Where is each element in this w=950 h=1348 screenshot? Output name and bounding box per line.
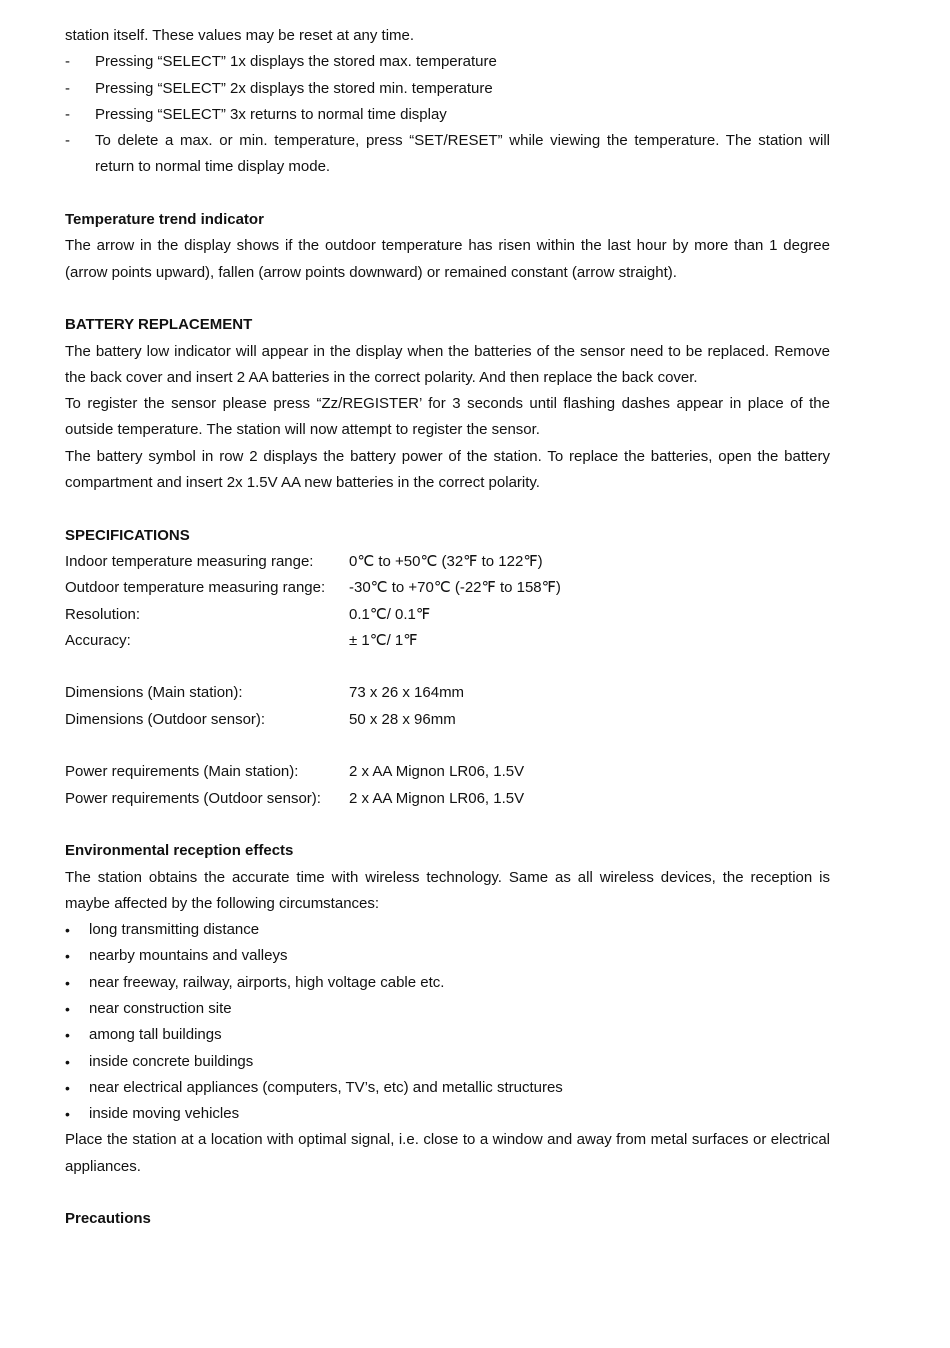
list-item: - Pressing “SELECT” 1x displays the stored max. temperature — [65, 49, 830, 75]
trend-heading: Temperature trend indicator — [65, 211, 264, 229]
list-item: • near freeway, railway, airports, high voltage cable etc. — [65, 970, 830, 996]
dash-mark: - — [65, 105, 70, 123]
manual-page — [65, 23, 830, 1233]
bullet-icon: • — [65, 1053, 70, 1070]
list-item: • near electrical appliances (computers, TV’s, etc) and metallic structures — [65, 1075, 830, 1101]
bullet-icon: • — [65, 1106, 70, 1123]
environment-intro: The station obtains the accurate time with wireless technology. Same as all wireless devices, the reception is maybe affected by the following circumstances: — [65, 868, 830, 912]
bullet-icon: • — [65, 1079, 70, 1096]
list-item: • inside moving vehicles — [65, 1101, 830, 1127]
list-item: • nearby mountains and valleys — [65, 943, 830, 969]
list-item: • among tall buildings — [65, 1022, 830, 1048]
spec-row: Indoor temperature measuring range: 0℃ to +50℃ (32℉ to 122℉) — [65, 552, 543, 570]
dash-mark: - — [65, 79, 70, 97]
bullet-icon: • — [65, 1027, 70, 1044]
battery-paragraph: The battery low indicator will appear in the display when the batteries of the sensor need to be replaced. Remove the back cover and insert 2 AA batteries in the correct polarity. And then replace the back cover. — [65, 342, 830, 386]
precautions-heading: Precautions — [65, 1210, 151, 1228]
select-instructions-list — [65, 49, 830, 180]
reception-effects-list — [65, 917, 830, 1127]
spec-row: Outdoor temperature measuring range: -30℃ to +70℃ (-22℉ to 158℉) — [65, 579, 561, 597]
spec-row: Dimensions (Outdoor sensor): 50 x 28 x 96mm — [65, 710, 456, 728]
battery-paragraph: The battery symbol in row 2 displays the battery power of the station. To replace the batteries, open the battery compartment and insert 2x 1.5V AA new batteries in the correct polarity. — [65, 447, 830, 492]
dash-mark: - — [65, 53, 70, 71]
battery-heading: BATTERY REPLACEMENT — [65, 316, 253, 334]
spec-row: Accuracy: ± 1℃/ 1℉ — [65, 631, 418, 649]
list-item: - Pressing “SELECT” 2x displays the stored min. temperature — [65, 76, 830, 102]
spec-row: Resolution: 0.1℃/ 0.1℉ — [65, 605, 431, 623]
list-item: • inside concrete buildings — [65, 1049, 830, 1075]
spec-row: Power requirements (Outdoor sensor): 2 x AA Mignon LR06, 1.5V — [65, 789, 525, 807]
bullet-icon: • — [65, 974, 70, 991]
spec-row: Dimensions (Main station): 73 x 26 x 164mm — [65, 684, 465, 702]
list-item: • long transmitting distance — [65, 917, 830, 943]
dash-mark: - — [65, 132, 70, 150]
trend-body: The arrow in the display shows if the outdoor temperature has risen within the last hour by more than 1 degree (arrow points upward), fallen (arrow points downward) or remained constant (arrow straight). — [65, 237, 830, 281]
bullet-icon: • — [65, 1000, 70, 1017]
environment-heading: Environmental reception effects — [65, 842, 294, 860]
list-item: • near construction site — [65, 996, 830, 1022]
intro-continuation: station itself. These values may be reset at any time. — [65, 27, 415, 44]
spec-table — [65, 549, 830, 812]
battery-paragraph: To register the sensor please press “Zz/REGISTER’ for 3 seconds until flashing dashes appear in place of the outside temperature. The station will now attempt to register the sensor. — [65, 395, 830, 439]
bullet-icon: • — [65, 948, 70, 965]
bullet-icon: • — [65, 922, 70, 939]
spec-row: Power requirements (Main station): 2 x AA Mignon LR06, 1.5V — [65, 763, 525, 781]
environment-closing: Place the station at a location with optimal signal, i.e. close to a window and away from metal surfaces or electrical appliances. — [65, 1131, 830, 1175]
list-item: - To delete a max. or min. temperature, press “SET/RESET” while viewing the temperature. The station will return to normal time display mode. — [65, 128, 830, 181]
specifications-heading: SPECIFICATIONS — [65, 526, 190, 544]
list-item: - Pressing “SELECT” 3x returns to normal time display — [65, 102, 830, 128]
